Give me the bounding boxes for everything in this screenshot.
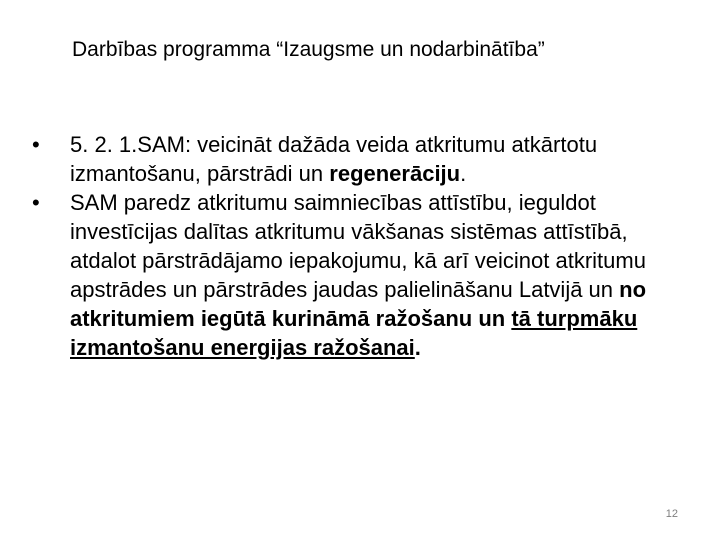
bullet-dot-icon: • xyxy=(32,190,40,215)
bullet-2-text: SAM paredz atkritumu saimniecības attīstību, ieguldot investīcijas dalītas atkritumu vākšanas sistēmas attīstībā, atdalot pārstrādājamo iepakojumu, kā arī veicinot atkritumu apstrādes un pārstrādes jaudas palielināšanu Latvijā un xyxy=(70,190,646,302)
bullet-2-bold-underlined-text: tā turpmāku izmantošanu energijas ražošanai xyxy=(70,306,638,360)
bullet-dot-icon: • xyxy=(32,132,40,157)
bullet-2-end-text: . xyxy=(414,335,421,360)
bullet-list xyxy=(30,130,670,362)
bullet-1-bold-text: regenerāciju xyxy=(329,161,461,186)
bullet-1-end-text: . xyxy=(460,161,467,186)
bullet-item-2 xyxy=(30,188,670,362)
bullet-item-1 xyxy=(30,130,670,188)
page-number: 12 xyxy=(665,508,678,520)
bullet-2-bold-text: no atkritumiem iegūtā kurināmā ražošanu un xyxy=(70,277,647,331)
slide-title: Darbības programma “Izaugsme un nodarbinātība” xyxy=(72,38,545,61)
bullet-1-text: 5. 2. 1.SAM: veicināt dažāda veida atkritumu atkārtotu izmantošanu, pārstrādi un xyxy=(70,132,598,186)
